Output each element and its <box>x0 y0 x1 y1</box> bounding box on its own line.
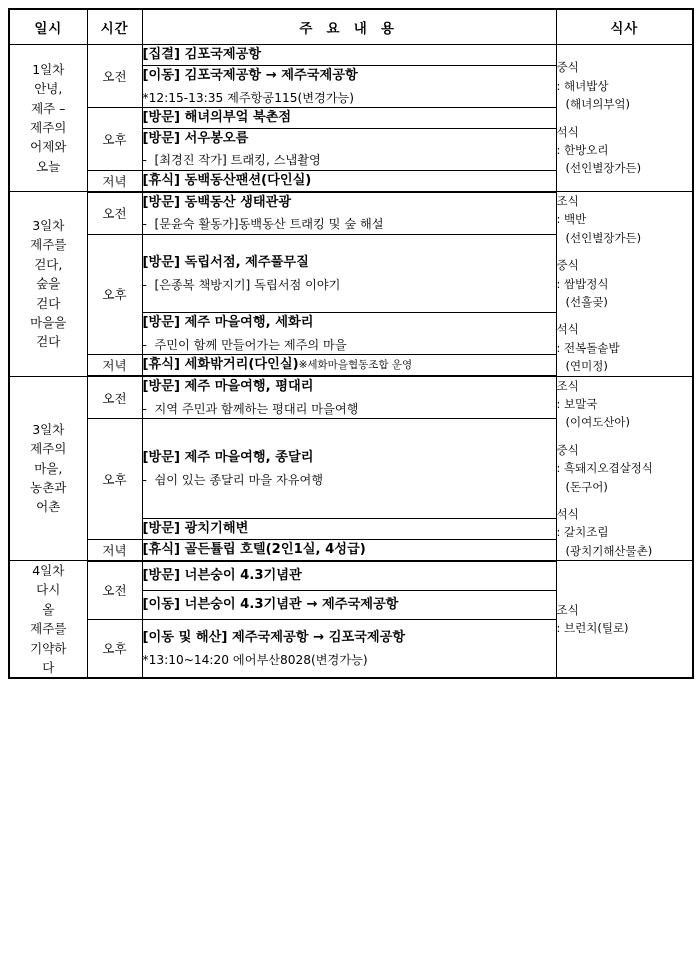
time-cell: 저녁 <box>87 539 142 560</box>
table-header-row <box>9 9 693 45</box>
meal-title: 석식 <box>556 124 579 139</box>
activity-title: [휴식] 골든튤립 호텔(2인1실, 4성급) <box>142 541 366 557</box>
day-label-line: 3일차 <box>32 421 65 437</box>
activity-cell <box>142 590 556 619</box>
day-label-line: 걷다 <box>36 334 61 350</box>
time-cell: 저녁 <box>87 170 142 191</box>
activity-cell <box>142 419 556 519</box>
bullet-dash: - <box>142 217 147 232</box>
day-label-line: 오늘 <box>36 158 61 174</box>
table-row <box>9 192 693 235</box>
meal-venue: (선인별장가든) <box>565 161 642 176</box>
meal-block <box>557 320 693 375</box>
meal-title: 중식 <box>556 258 579 273</box>
meal-venue: (광치기해산물촌) <box>565 543 653 558</box>
activity-cell <box>142 376 556 419</box>
meal-title: 조식 <box>556 194 579 209</box>
meal-venue: (돈구어) <box>565 479 608 494</box>
activity-title: [방문] 제주 마을여행, 종달리 <box>142 450 314 466</box>
meal-item: : 브런치(틸로) <box>556 621 629 636</box>
meal-block <box>557 123 693 178</box>
bullet-dash: - <box>142 401 147 416</box>
day-label-line: 제주를 <box>30 237 67 253</box>
meal-item: : 전복돌솥밥 <box>556 340 620 355</box>
activity-cell <box>142 65 556 107</box>
activity-cell <box>142 619 556 678</box>
meal-item: : 한방오리 <box>556 142 609 157</box>
day-label-line: 제주의 <box>30 120 67 136</box>
meal-cell <box>556 376 693 561</box>
day-label-line: 3일차 <box>32 218 65 234</box>
activity-detail: - [문윤숙 활동가]동백동산 트래킹 및 숲 해설 <box>143 215 556 233</box>
column-header-meal: 식사 <box>556 9 693 45</box>
activity-title: [방문] 독립서점, 제주풀무질 <box>142 254 309 270</box>
activity-detail: - 주민이 함께 만들어가는 제주의 마을 <box>143 336 556 354</box>
activity-note: ※세화마을협동조합 운영 <box>298 359 413 372</box>
day-label-line: 농촌과 <box>30 480 67 496</box>
activity-cell <box>142 539 556 560</box>
day-label-line: 마을, <box>34 460 63 476</box>
table-header <box>9 9 693 45</box>
time-cell: 오후 <box>87 107 142 170</box>
activity-cell <box>142 170 556 191</box>
meal-block <box>557 58 693 113</box>
meal-venue: (이여도산아) <box>565 415 631 430</box>
activity-title: [방문] 서우봉오름 <box>142 130 249 146</box>
day-label-line: 1일차 <box>32 61 65 77</box>
activity-title: [방문] 광치기해변 <box>142 521 249 537</box>
day-label-line: 제주 – <box>31 100 66 116</box>
activity-title: [방문] 제주 마을여행, 평대리 <box>142 379 314 395</box>
activity-detail: - [은종복 책방지기] 독립서점 이야기 <box>143 276 556 294</box>
activity-cell <box>142 519 556 540</box>
meal-cell <box>556 45 693 192</box>
activity-cell <box>142 313 556 355</box>
activity-detail: - 쉼이 있는 종달리 마을 자유여행 <box>143 471 556 489</box>
meal-block <box>557 377 693 432</box>
day-label-line: 4일차 <box>32 563 65 579</box>
bullet-dash: - <box>142 338 147 352</box>
time-cell: 오전 <box>87 561 142 620</box>
activity-cell <box>142 234 556 313</box>
table-row <box>9 45 693 66</box>
meal-item: : 쌈밥정식 <box>556 276 609 291</box>
day-label-cell <box>9 192 87 377</box>
meal-item: : 보말국 <box>556 396 598 411</box>
time-cell: 오전 <box>87 45 142 108</box>
meal-title: 조식 <box>556 602 579 617</box>
activity-title: [휴식] 세화밖거리(다인실)※세화마을협동조합 운영 <box>142 357 413 373</box>
day-label-cell <box>9 45 87 192</box>
activity-title: [휴식] 동백동산팬션(다인실) <box>142 172 312 188</box>
day-label-line: 숲을 <box>36 276 61 292</box>
activity-detail: - 지역 주민과 함께하는 평대리 마을여행 <box>143 400 556 418</box>
activity-title: [방문] 너븐숭이 4.3기념관 <box>142 567 302 583</box>
column-header-date: 일시 <box>9 9 87 45</box>
meal-title: 중식 <box>556 60 579 75</box>
meal-title: 석식 <box>556 506 579 521</box>
meal-item: : 해녀밥상 <box>556 78 609 93</box>
activity-detail: - [최경진 작가] 트래킹, 스냅촬영 <box>143 151 556 169</box>
meal-item: : 갈치조림 <box>556 525 609 540</box>
day-label-line: 올 <box>42 601 55 617</box>
bullet-dash: - <box>142 153 147 168</box>
activity-cell <box>142 192 556 235</box>
meal-venue: (선흘곶) <box>565 295 608 310</box>
meal-block <box>557 192 693 247</box>
activity-title: [이동 및 해산] 제주국제공항 → 김포국제공항 <box>142 629 406 645</box>
meal-item: : 백반 <box>556 212 587 227</box>
day-label-line: 걷다 <box>36 295 61 311</box>
meal-cell <box>556 192 693 377</box>
day-label-line: 기약하 <box>30 640 67 656</box>
day-label-line: 마을을 <box>30 314 67 330</box>
activity-title: [집결] 김포국제공항 <box>142 47 262 62</box>
meal-title: 조식 <box>556 378 579 393</box>
activity-cell <box>142 128 556 170</box>
table-body <box>9 45 693 679</box>
meal-venue: (연미정) <box>565 359 608 374</box>
meal-block <box>557 256 693 311</box>
day-label-cell <box>9 561 87 679</box>
activity-title: [이동] 너븐숭이 4.3기념관 → 제주국제공항 <box>142 596 399 612</box>
time-cell: 저녁 <box>87 355 142 376</box>
meal-title: 석식 <box>556 322 579 337</box>
day-label-line: 어제와 <box>30 139 67 155</box>
table-row <box>9 376 693 419</box>
meal-block <box>557 601 693 638</box>
day-label-line: 다 <box>42 659 55 675</box>
time-cell: 오전 <box>87 376 142 419</box>
activity-title: [방문] 제주 마을여행, 세화리 <box>142 315 314 331</box>
time-cell: 오후 <box>87 419 142 540</box>
time-cell: 오후 <box>87 619 142 678</box>
day-label-line: 걷다, <box>34 256 63 272</box>
meal-block <box>557 441 693 496</box>
meal-cell <box>556 561 693 679</box>
activity-title: [방문] 해녀의부엌 북촌점 <box>142 109 292 125</box>
column-header-time: 시간 <box>87 9 142 45</box>
day-label-line: 어촌 <box>36 499 61 515</box>
time-cell: 오후 <box>87 234 142 355</box>
activity-detail: *12:15-13:35 제주항공115(변경가능) <box>142 90 355 105</box>
time-cell: 오전 <box>87 192 142 235</box>
day-label-line: 제주를 <box>30 621 67 637</box>
meal-venue: (해녀의부엌) <box>565 97 631 112</box>
activity-detail: *13:10~14:20 에어부산8028(변경가능) <box>142 652 368 667</box>
table-row <box>9 561 693 591</box>
activity-cell <box>142 355 556 376</box>
activity-title: [이동] 김포국제공항 → 제주국제공항 <box>142 67 358 83</box>
activity-cell <box>142 561 556 591</box>
day-label-line: 다시 <box>36 582 61 598</box>
bullet-dash: - <box>142 472 147 487</box>
day-label-line: 제주의 <box>30 441 67 457</box>
meal-block <box>557 505 693 560</box>
day-label-cell <box>9 376 87 561</box>
day-label-line: 안녕, <box>34 81 63 97</box>
activity-cell <box>142 107 556 128</box>
itinerary-table <box>8 8 694 679</box>
meal-item: : 흑돼지오겹살정식 <box>556 461 653 476</box>
meal-title: 중식 <box>556 442 579 457</box>
column-header-main: 주 요 내 용 <box>142 9 556 45</box>
activity-title: [방문] 동백동산 생태관광 <box>142 194 292 210</box>
meal-venue: (선인별장가든) <box>565 230 642 245</box>
activity-cell <box>142 45 556 66</box>
bullet-dash: - <box>142 277 147 292</box>
